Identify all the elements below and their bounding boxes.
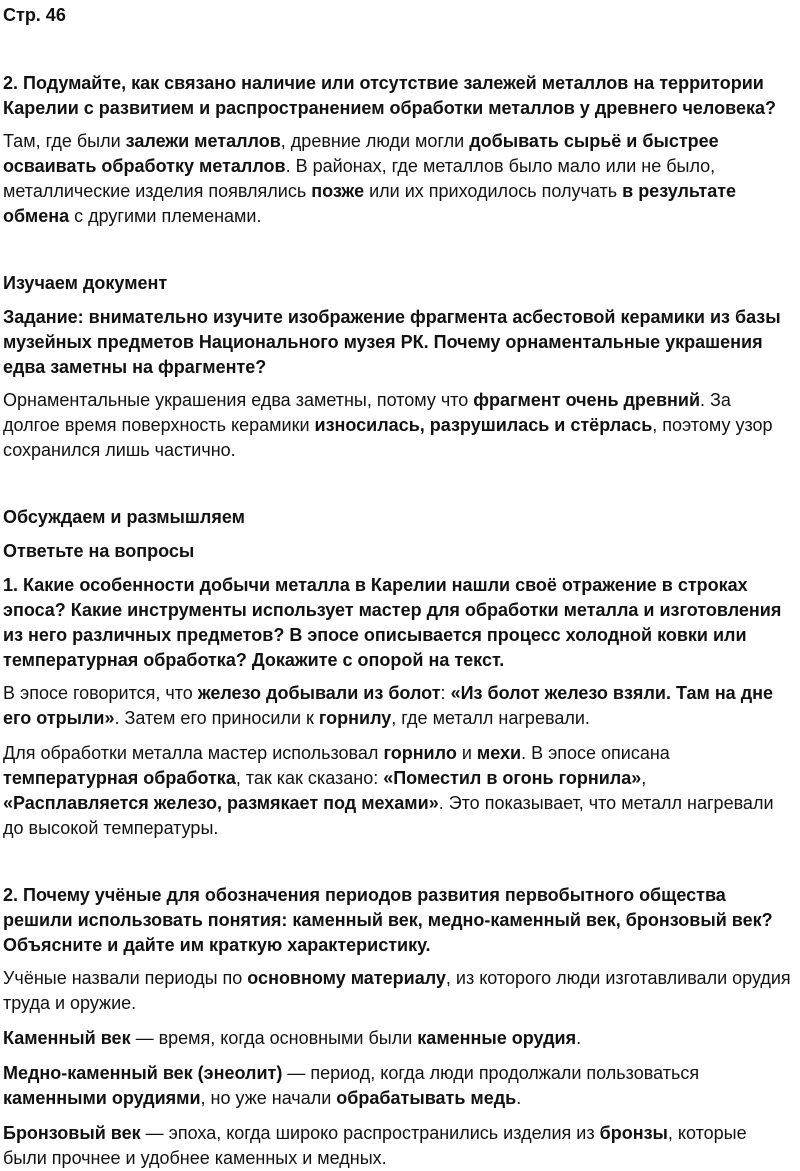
answer-epic-tools — [3, 741, 792, 841]
question-epic-metal: 1. Какие особенности добычи металла в Карелии нашли своё отражение в строках эпоса? Какие инструменты использует мастер для обработки металла и изготовления из него различных предметов? В эпосе описывается процесс холодной ковки или температурная обработка? Докажите с опорой на текст. — [3, 575, 782, 670]
text-run: Там, где были — [3, 131, 126, 151]
emphasis-text: Каменный век — [3, 1028, 131, 1048]
text-run: Для обработки металла мастер использовал — [3, 743, 384, 763]
text-run: : — [440, 683, 451, 703]
text-run: или их приходилось получать — [364, 181, 623, 201]
emphasis-text: железо добывали из болот — [197, 683, 441, 703]
section-gap — [3, 239, 792, 271]
emphasis-text: температурная обработка — [3, 768, 236, 788]
section-gap — [3, 473, 792, 505]
text-run: и — [456, 743, 477, 763]
text-run: , но уже начали — [200, 1088, 337, 1108]
text-run: , которые были прочнее и удобнее каменных и медных. — [3, 1123, 747, 1168]
answer-chalcolithic — [3, 1061, 792, 1111]
text-run: Орнаментальные украшения едва заметны, потому что — [3, 390, 474, 410]
emphasis-text: горнило — [383, 743, 457, 763]
section-gap — [3, 851, 792, 883]
text-run: с другими племенами. — [69, 206, 262, 226]
text-run: , где металл нагревали. — [391, 708, 590, 728]
text-run: В эпосе говорится, что — [3, 683, 198, 703]
text-run: — период, когда люди продолжали пользоваться — [282, 1063, 700, 1083]
emphasis-text: бронзы — [599, 1123, 668, 1143]
emphasis-text: Медно-каменный век (энеолит) — [3, 1063, 283, 1083]
text-run: — время, когда основными были — [130, 1028, 418, 1048]
emphasis-text: Бронзовый век — [3, 1123, 141, 1143]
text-run: . За долгое время поверхность керамики — [3, 390, 731, 435]
text-run: , поэтому узор сохранился лишь частично. — [3, 415, 773, 460]
answer-epic-extraction — [3, 681, 792, 731]
emphasis-text: «Расплавляется железо, размякает под мехами» — [3, 793, 439, 813]
answer-ages-intro — [3, 966, 792, 1016]
answer-bronze-age — [3, 1121, 792, 1171]
question-metal-deposits: 2. Подумайте, как связано наличие или отсутствие залежей металлов на территории Карелии с развитием и распространением обработки металлов у древнего человека? — [3, 73, 776, 118]
emphasis-text: каменные орудия — [417, 1028, 577, 1048]
page-number: Стр. 46 — [3, 5, 66, 25]
text-run: Учёные назвали периоды по — [3, 968, 248, 988]
text-run: . В районах, где металлов было мало или не было, металлические изделия появлялись — [3, 156, 716, 201]
emphasis-text: позже — [311, 181, 365, 201]
text-run: . Это показывает, что металл нагревали до высокой температуры. — [3, 793, 774, 838]
emphasis-text: каменными орудиями — [3, 1088, 201, 1108]
text-run: , из которого люди изготавливали орудия труда и оружие. — [3, 968, 791, 1013]
emphasis-text: обрабатывать медь — [336, 1088, 517, 1108]
text-run: . — [576, 1028, 582, 1048]
emphasis-text: основному материалу — [247, 968, 446, 988]
text-run: , так как сказано: — [235, 768, 384, 788]
section-subheading-questions: Ответьте на вопросы — [3, 541, 195, 561]
section-heading-document: Изучаем документ — [3, 273, 168, 293]
emphasis-text: «Поместил в огонь горнила» — [383, 768, 642, 788]
text-run: . Затем его приносили к — [114, 708, 319, 728]
answer-stone-age — [3, 1026, 792, 1051]
emphasis-text: горнилу — [318, 708, 392, 728]
answer-metal-deposits — [3, 129, 792, 229]
answer-ceramics — [3, 388, 792, 463]
emphasis-text: в результате обмена — [3, 181, 737, 226]
emphasis-text: износилась, разрушилась и стёрлась — [314, 415, 653, 435]
question-ages: 2. Почему учёные для обозначения периодов развития первобытного общества решили использовать понятия: каменный век, медно-каменный век, бронзовый век? Объясните и дайте им краткую характеристику. — [3, 885, 773, 955]
emphasis-text: «Из болот железо взяли. Там на дне его отрыли» — [3, 683, 774, 728]
section-heading-discuss: Обсуждаем и размышляем — [3, 507, 245, 527]
emphasis-text: залежи металлов — [125, 131, 281, 151]
emphasis-text: добывать сырьё и быстрее осваивать обработку металлов — [3, 131, 719, 176]
text-run: — эпоха, когда широко распространились изделия из — [140, 1123, 600, 1143]
text-run: . — [516, 1088, 522, 1108]
text-run: . В эпосе описана — [521, 743, 670, 763]
task-ceramics: Задание: внимательно изучите изображение фрагмента асбестовой керамики из базы музейных предметов Национального музея РК. Почему орнаментальные украшения едва заметны на фрагменте? — [3, 307, 781, 377]
emphasis-text: мехи — [476, 743, 522, 763]
emphasis-text: фрагмент очень древний — [473, 390, 701, 410]
text-run: , древние люди могли — [280, 131, 470, 151]
text-run: , — [641, 768, 647, 788]
